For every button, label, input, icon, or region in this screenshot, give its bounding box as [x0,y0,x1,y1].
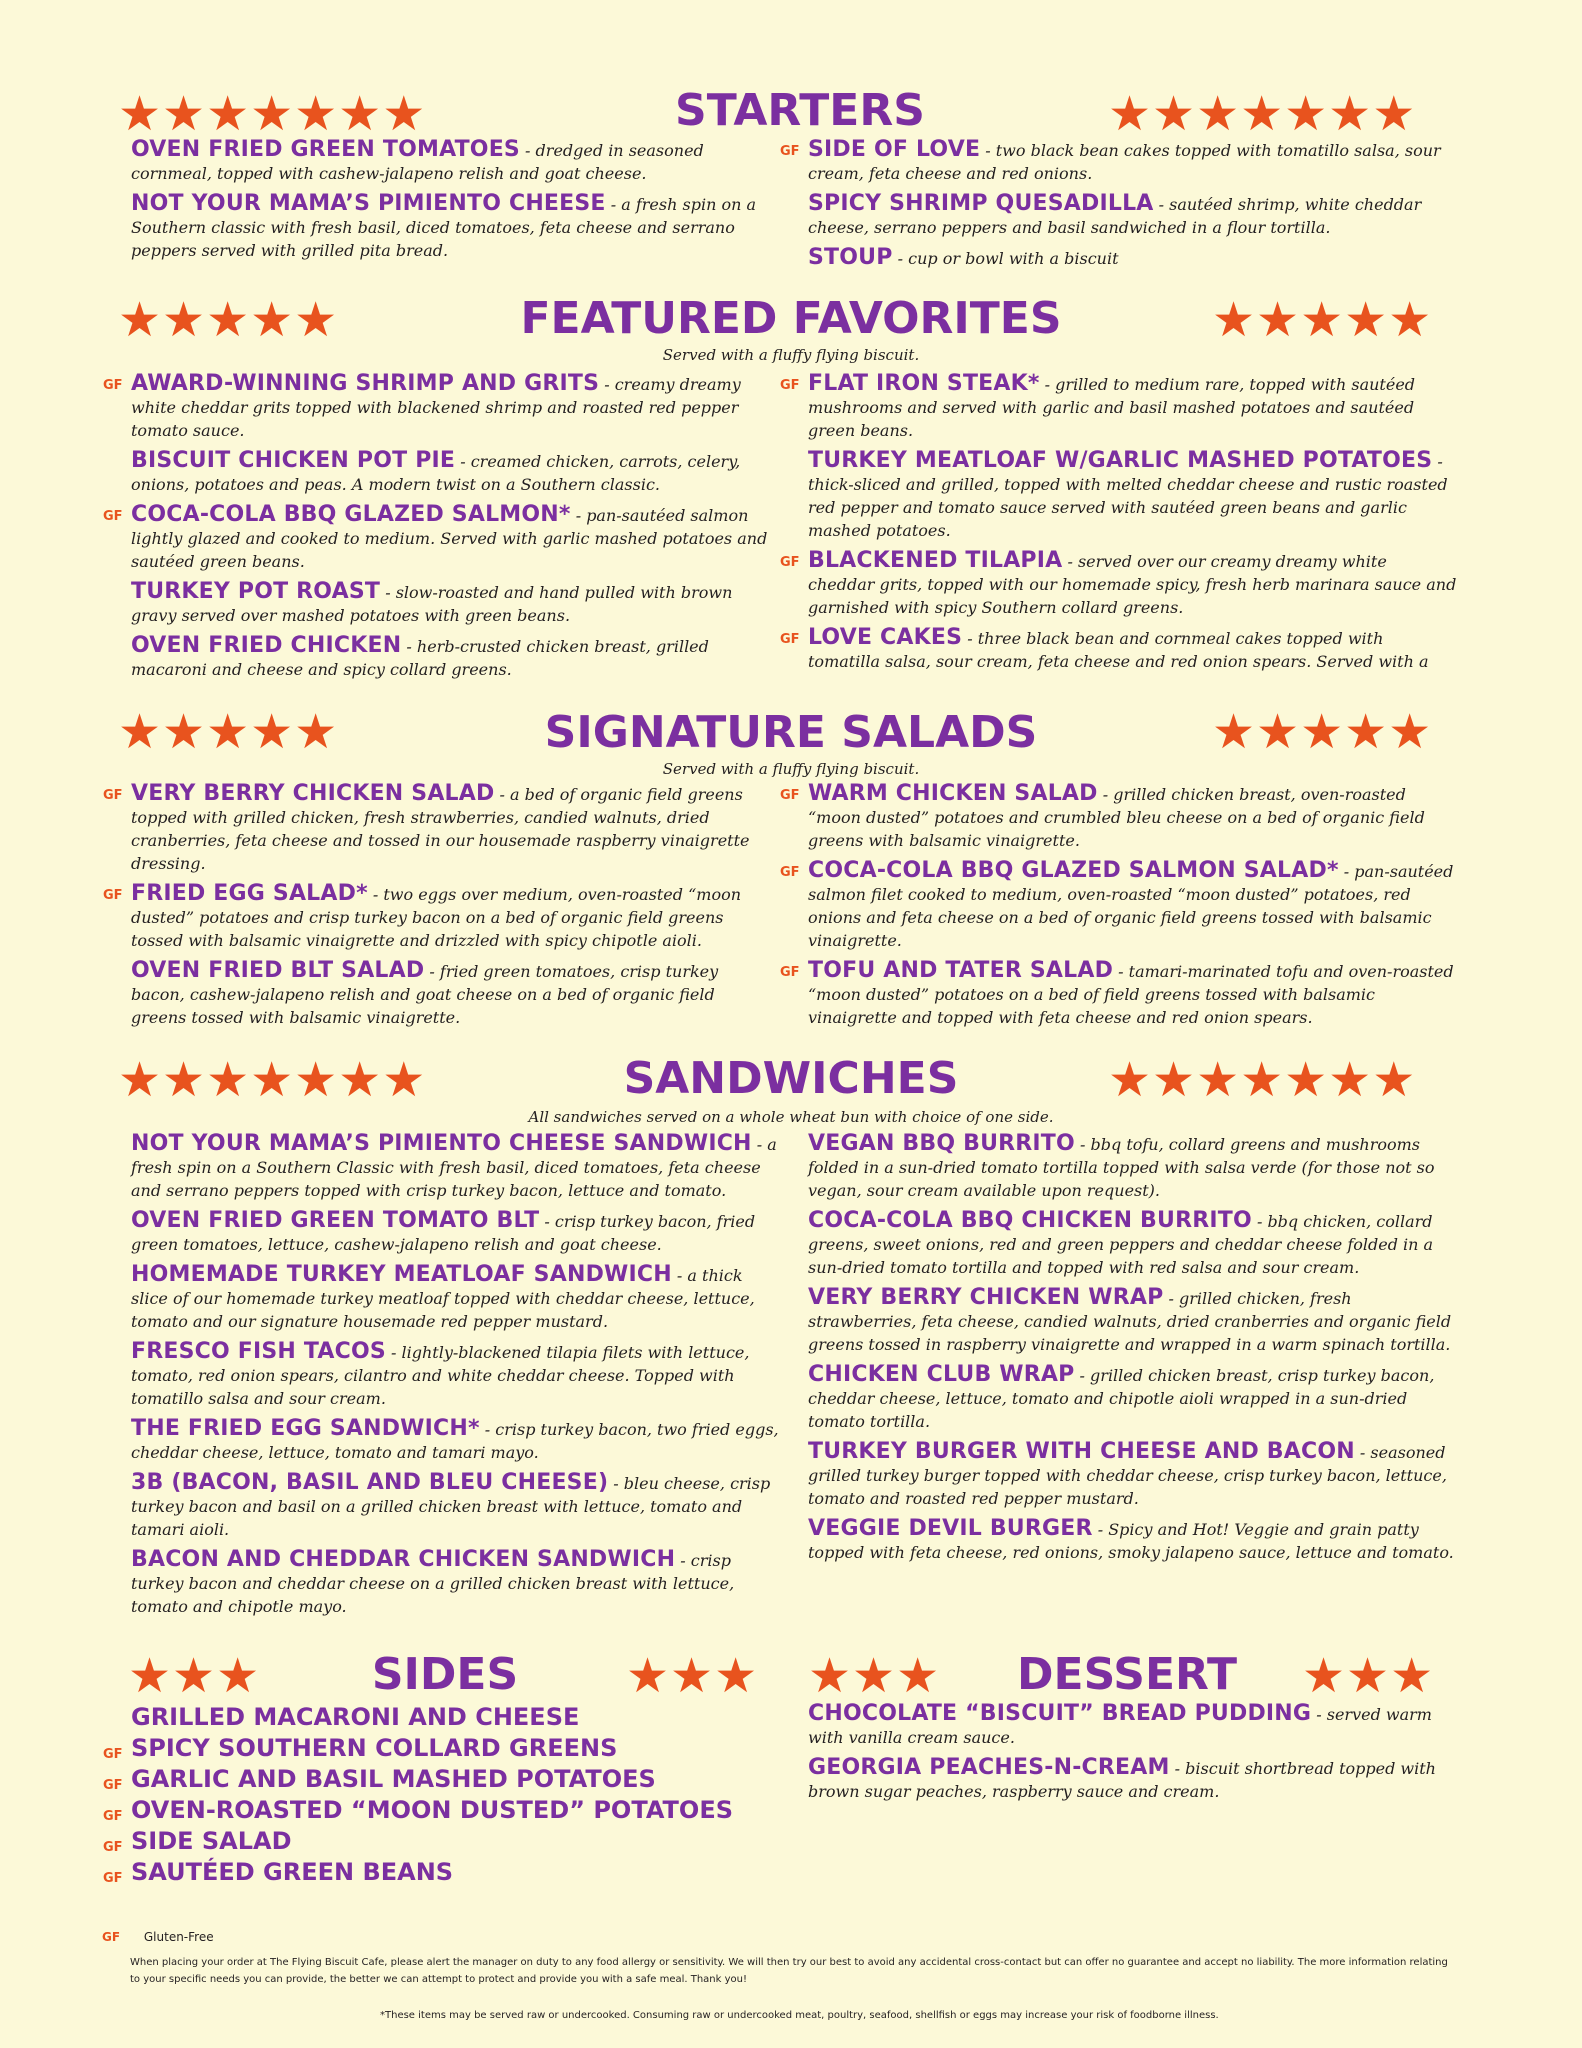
section-title-signature-salads: SIGNATURE SALADS [544,707,1038,758]
menu-item [131,959,771,1029]
menu-item-description: - cup or bowl with a biscuit [892,249,1119,268]
stars-decoration: ★★★ [128,1648,261,1704]
menu-item-description: - grilled chicken breast, crisp turkey bacon, cheddar cheese, lettuce, tomato and chipotle aioli wrapped in a sun-dried tomato tortilla. [808,1366,1435,1431]
gf-badge: GF [780,788,800,803]
menu-item-description: - bbq tofu, collard greens and mushrooms folded in a sun-dried tomato tortilla topped with salsa verde (for those not so vegan, sour cream available upon request). [808,1135,1435,1200]
menu-item-description: - crisp turkey bacon and cheddar cheese on a grilled chicken breast with lettuce, tomato and chipotle mayo. [131,1551,735,1616]
side-item-name: SIDE SALAD [131,1827,292,1855]
menu-item-description: - pan-sautéed salmon filet cooked to medium, oven-roasted “moon dusted” potatoes, red onions and feta cheese on a bed of organic field greens tossed with balsamic vinaigrette. [808,862,1454,950]
menu-item-description: - grilled chicken, fresh strawberries, feta cheese, candied walnuts, dried cranberries and organic field greens tossed in raspberry vinaigrette and wrapped in a warm spinach tortilla. [808,1289,1452,1354]
gf-badge: GF [103,888,123,903]
menu-item-description: - grilled to medium rare, topped with sautéed mushrooms and served with garlic and basil mashed potatoes and sautéed green beans. [808,375,1416,440]
stars-decoration: ★★★★★★★ [1108,1052,1417,1108]
gf-badge: GF [103,509,123,524]
menu-item-description: - dredged in seasoned cornmeal, topped with cashew-jalapeno relish and goat cheese. [131,141,704,183]
menu-item-description: - two eggs over medium, oven-roasted “moon dusted” potatoes and crisp turkey bacon on a bed of organic field greens tossed with balsamic vinaigrette and drizzled with spicy chipotle aioli. [131,885,742,950]
menu-item-name: CHOCOLATE “BISCUIT” BREAD PUDDING [808,1701,1312,1726]
sandwiches-left-column [131,1132,781,1625]
menu-item-name: OVEN FRIED BLT SALAD [131,958,425,983]
menu-item-name: WARM CHICKEN SALAD [808,781,1098,806]
stars-decoration: ★★★ [1302,1648,1435,1704]
menu-item-name: THE FRIED EGG SANDWICH* [131,1416,480,1441]
menu-item-description: - creamy dreamy white cheddar grits topped with blackened shrimp and roasted red pepper tomato sauce. [131,375,741,440]
gf-badge: GF [103,1840,123,1855]
sides-list [103,1702,771,1888]
menu-item-description: - a fresh spin on a Southern Classic with fresh basil, diced tomatoes, feta cheese and serrano peppers topped with crisp turkey bacon, lettuce and tomato. [131,1135,777,1200]
menu-item-name: VEGGIE DEVIL BURGER [808,1516,1093,1541]
side-item [103,1857,771,1888]
menu-item [131,580,781,627]
menu-item [780,371,1458,442]
menu-item-name: NOT YOUR MAMA’S PIMIENTO CHEESE SANDWICH [131,1131,752,1156]
menu-item-description: - tamari-marinated tofu and oven-roasted “moon dusted” potatoes on a bed of field greens tossed with balsamic vinaigrette and topped with feta cheese and red onion spears. [808,962,1454,1027]
gf-badge: GF [780,378,800,393]
menu-item-name: TURKEY MEATLOAF W/GARLIC MASHED POTATOES [808,448,1433,473]
menu-item [808,449,1458,542]
menu-item [131,1471,781,1541]
section-subtitle: All sandwiches served on a whole wheat bun with choice of one side. [528,1108,1054,1126]
menu-item-name: OVEN FRIED GREEN TOMATOES [131,137,520,162]
gf-badge: GF [103,1778,123,1793]
menu-item-description: - thick-sliced and grilled, topped with melted cheddar cheese and rustic roasted red pepper and tomato sauce served with sautéed green beans and garlic mashed potatoes. [808,452,1448,540]
stars-decoration: ★★★★★ [118,292,339,348]
menu-item-name: TURKEY POT ROAST [131,579,381,604]
menu-item-name: BLACKENED TILAPIA [808,548,1063,573]
gf-badge: GF [102,1930,121,1944]
menu-item-name: VERY BERRY CHICKEN WRAP [808,1285,1164,1310]
menu-item-description: - biscuit shortbread topped with brown sugar peaches, raspberry sauce and cream. [808,1759,1436,1801]
section-subtitle: Served with a fluffy flying biscuit. [662,760,920,778]
menu-item [131,634,781,681]
salads-right-column [780,781,1458,1036]
gf-badge: GF [780,144,800,159]
menu-item [131,1340,781,1410]
stars-decoration: ★★★★★★★ [118,1052,427,1108]
menu-item-description: - slow-roasted and hand pulled with brown gravy served over mashed potatoes with green beans. [131,583,733,625]
side-item [103,1826,771,1857]
menu-item-description: - grilled chicken breast, oven-roasted “moon dusted” potatoes and crumbled bleu cheese on a bed of organic field greens with balsamic vinaigrette. [808,785,1425,850]
menu-item [131,1417,781,1464]
side-item-name: GARLIC AND BASIL MASHED POTATOES [131,1765,656,1793]
menu-item-description: - bbq chicken, collard greens, sweet onions, red and green peppers and cheddar cheese folded in a sun-dried tomato tortilla and topped with red salsa and sour cream. [808,1212,1434,1277]
side-item-name: SAUTÉED GREEN BEANS [131,1858,454,1886]
sandwiches-right-column [808,1132,1458,1571]
menu-item-description: - served warm with vanilla cream sauce. [808,1705,1432,1747]
side-item [103,1795,771,1826]
side-item [103,1764,771,1795]
gf-badge: GF [103,788,123,803]
menu-item-description: - sautéed shrimp, white cheddar cheese, serrano peppers and basil sandwiched in a flour tortilla. [808,195,1422,237]
stars-decoration: ★★★★★★★ [1108,86,1417,142]
menu-item-description: - a fresh spin on a Southern classic with fresh basil, diced tomatoes, feta cheese and serrano peppers served with grilled pita bread. [131,195,757,260]
menu-item [131,192,771,262]
gf-badge: GF [103,378,123,393]
menu-item-name: 3B (BACON, BASIL AND BLEU CHEESE) [131,1470,609,1495]
section-title-sandwiches: SANDWICHES [623,1053,959,1104]
stars-decoration: ★★★ [626,1648,759,1704]
salads-left-column [103,781,771,1036]
gf-badge: GF [780,632,800,647]
menu-item-name: VERY BERRY CHICKEN SALAD [131,781,495,806]
section-title-starters: STARTERS [675,85,925,136]
menu-item [780,625,1458,673]
menu-item [808,192,1458,239]
menu-item [808,246,1458,270]
menu-item-description: - served over our creamy dreamy white cheddar grits, topped with our homemade spicy, fresh herb marinara sauce and garnished with spicy Southern collard greens. [808,552,1457,617]
menu-item-description: - herb-crusted chicken breast, grilled macaroni and cheese and spicy collard greens. [131,637,709,679]
section-title-featured-favorites: FEATURED FAVORITES [520,293,1062,344]
menu-item [131,449,781,496]
menu-item [808,1702,1458,1749]
menu-item-name: BISCUIT CHICKEN POT PIE [131,448,456,473]
favorites-left-column [103,371,781,688]
stars-decoration: ★★★★★ [1212,292,1433,348]
starters-right-column [780,137,1458,277]
stars-decoration: ★★★★★ [118,704,339,760]
side-item-name: OVEN-ROASTED “MOON DUSTED” POTATOES [131,1796,733,1824]
gf-badge: GF [103,1747,123,1762]
menu-item [780,858,1458,952]
menu-item [808,1132,1458,1202]
side-item-name: SPICY SOUTHERN COLLARD GREENS [131,1734,618,1762]
menu-item-name: NOT YOUR MAMA’S PIMIENTO CHEESE [131,191,606,216]
gf-badge: GF [780,865,800,880]
menu-item-description: - lightly-blackened tilapia filets with lettuce, tomato, red onion spears, cilantro and white cheddar cheese. Topped with tomatillo salsa and sour cream. [131,1343,750,1408]
menu-item-name: GEORGIA PEACHES-N-CREAM [808,1755,1170,1780]
menu-item-name: COCA-COLA BBQ GLAZED SALMON* [131,502,571,527]
menu-item [808,1209,1458,1279]
section-title-sides: SIDES [371,1649,519,1700]
section-subtitle: Served with a fluffy flying biscuit. [662,346,920,364]
menu-item-name: CHICKEN CLUB WRAP [808,1362,1075,1387]
gf-badge: GF [780,555,800,570]
menu-item [780,548,1458,619]
menu-item-description: - a thick slice of our homemade turkey meatloaf topped with cheddar cheese, lettuce, tomato and our signature housemade red pepper mustard. [131,1266,755,1331]
stars-decoration: ★★★★★★★ [118,86,427,142]
menu-item-name: FRESCO FISH TACOS [131,1339,386,1364]
section-title-dessert: DESSERT [1017,1649,1237,1700]
side-item [103,1733,771,1764]
menu-item [103,371,781,442]
menu-item [808,1517,1458,1564]
menu-item [780,781,1458,852]
menu-item-name: STOUP [808,245,893,270]
menu-item-description: - seasoned grilled turkey burger topped with cheddar cheese, crisp turkey bacon, lettuce, tomato and roasted red pepper mustard. [808,1443,1447,1508]
gf-badge: GF [780,965,800,980]
side-item [131,1702,771,1733]
menu-item [131,138,771,185]
menu-item-description: - Spicy and Hot! Veggie and grain patty topped with feta cheese, red onions, smoky jalapeno sauce, lettuce and tomato. [808,1520,1454,1562]
menu-item-description: - bleu cheese, crisp turkey bacon and basil on a grilled chicken breast with lettuce, tomato and tamari aioli. [131,1474,771,1539]
menu-item-name: VEGAN BBQ BURRITO [808,1131,1075,1156]
menu-item-name: OVEN FRIED CHICKEN [131,633,402,658]
menu-item-name: FRIED EGG SALAD* [131,881,368,906]
menu-item [131,1263,781,1333]
menu-item-name: LOVE CAKES [808,625,963,650]
menu-item-name: COCA-COLA BBQ GLAZED SALMON SALAD* [808,858,1339,883]
allergy-disclaimer: When placing your order at The Flying Biscuit Cafe, please alert the manager on duty to any food allergy or sensitivity. We will then try our best to avoid any accidental cross-contact but can offer no guarantee and accept no liability. The more information relating to your specific needs you can provide, the better we can attempt to protect and provide you with a safe meal. Thank you! [130,1957,1448,1985]
menu-item-description: - creamed chicken, carrots, celery, onions, potatoes and peas. A modern twist on a Southern classic. [131,452,741,494]
menu-item-name: TOFU AND TATER SALAD [808,958,1114,983]
side-item-name: GRILLED MACARONI AND CHEESE [131,1703,580,1731]
menu-item [780,137,1458,185]
menu-item-description: - fried green tomatoes, crisp turkey bacon, cashew-jalapeno relish and goat cheese on a bed of organic field greens tossed with balsamic vinaigrette. [131,962,719,1027]
gf-legend [102,1930,214,1944]
menu-item [131,1132,781,1202]
menu-item-name: HOMEMADE TURKEY MEATLOAF SANDWICH [131,1262,672,1287]
menu-item [103,502,781,573]
menu-item-name: OVEN FRIED GREEN TOMATO BLT [131,1208,540,1233]
menu-item-description: - pan-sautéed salmon lightly glazed and cooked to medium. Served with garlic mashed potatoes and sautéed green beans. [131,506,768,571]
menu-item-name: TURKEY BURGER WITH CHEESE AND BACON [808,1439,1355,1464]
menu-item-name: FLAT IRON STEAK* [808,371,1040,396]
menu-item-name: COCA-COLA BBQ CHICKEN BURRITO [808,1208,1252,1233]
menu-item-description: - two black bean cakes topped with tomatillo salsa, sour cream, feta cheese and red onions. [808,141,1441,183]
stars-decoration: ★★★★★ [1212,704,1433,760]
menu-item [103,781,771,875]
menu-item [131,1209,781,1256]
menu-item-name: AWARD-WINNING SHRIMP AND GRITS [131,371,600,396]
menu-item-description: - three black bean and cornmeal cakes topped with tomatilla salsa, sour cream, feta cheese and red onion spears. Served with a [808,629,1429,671]
stars-decoration: ★★★ [808,1648,941,1704]
raw-food-warning: *These items may be served raw or undercooked. Consuming raw or undercooked meat, poultry, seafood, shellfish or eggs may increase your risk of foodborne illness. [380,2010,1219,2021]
menu-item [808,1363,1458,1433]
gf-legend-text: Gluten-Free [143,1930,214,1944]
dessert-list [808,1702,1458,1810]
menu-item-name: BACON AND CHEDDAR CHICKEN SANDWICH [131,1547,676,1572]
gf-badge: GF [103,1809,123,1824]
starters-left-column [131,138,771,269]
favorites-right-column [780,371,1458,680]
menu-item-description: - a bed of organic field greens topped with grilled chicken, fresh strawberries, candied walnuts, dried cranberries, feta cheese and tossed in our housemade raspberry vinaigrette dressing. [131,785,750,873]
menu-item [103,881,771,952]
menu-item [808,1756,1458,1803]
menu-item-name: SPICY SHRIMP QUESADILLA [808,191,1154,216]
menu-item [780,958,1458,1029]
menu-item-description: - crisp turkey bacon, fried green tomatoes, lettuce, cashew-jalapeno relish and goat cheese. [131,1212,756,1254]
gf-badge: GF [103,1871,123,1886]
menu-item-description: - crisp turkey bacon, two fried eggs, cheddar cheese, lettuce, tomato and tamari mayo. [131,1420,779,1462]
menu-item [808,1286,1458,1356]
menu-item-name: SIDE OF LOVE [808,137,981,162]
menu-item [131,1548,781,1618]
menu-item [808,1440,1458,1510]
